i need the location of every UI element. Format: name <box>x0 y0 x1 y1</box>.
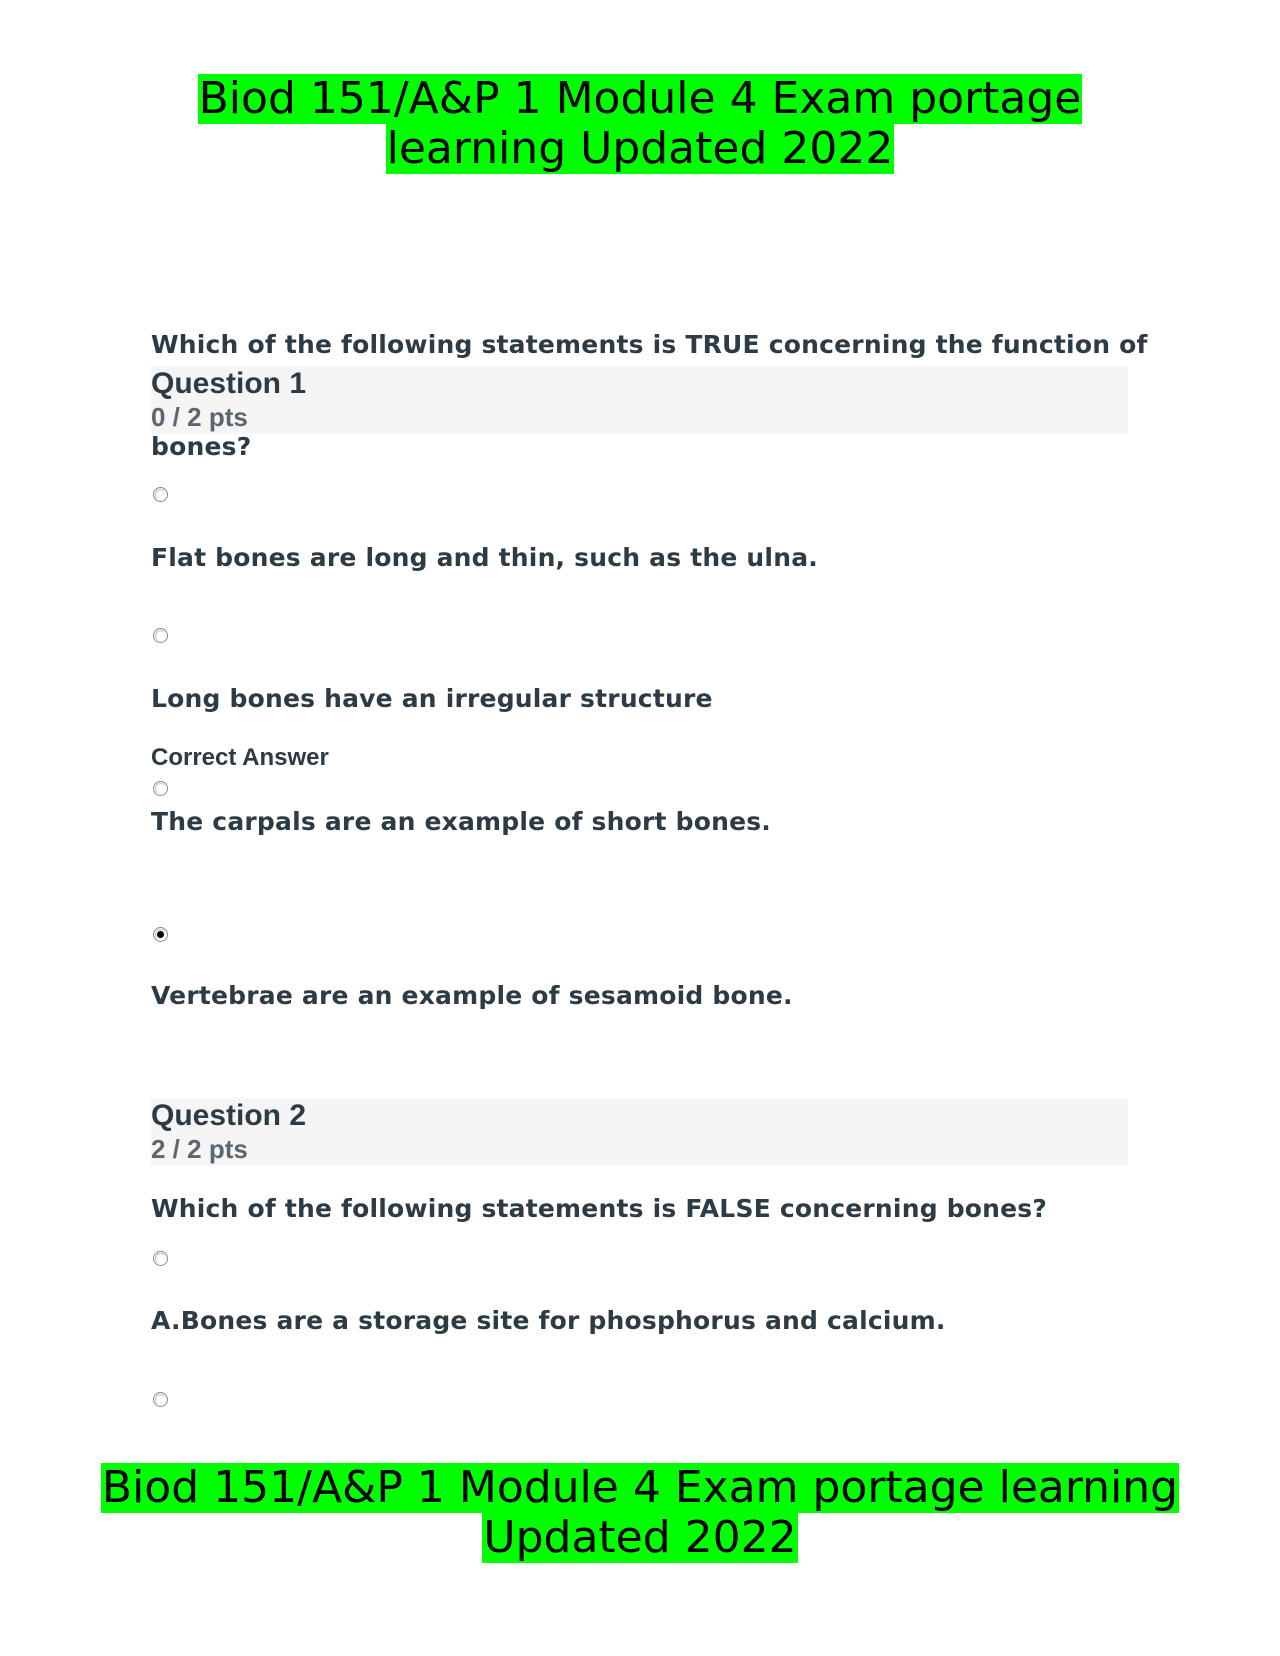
question-2-header <box>151 1098 1128 1166</box>
document-title-line-2: learning Updated 2022 <box>386 123 894 174</box>
question-1-stem-part-2: bones? <box>151 432 252 461</box>
question-1-answer-3-text: The carpals are an example of short bones. <box>151 807 771 836</box>
question-2-answer-2-radio[interactable] <box>153 1392 168 1407</box>
document-footer-title-line-2: Updated 2022 <box>483 1512 797 1563</box>
question-2-title: Question 2 <box>151 1099 307 1132</box>
question-2-answer-1-text: A.Bones are a storage site for phosphorus and calcium. <box>151 1306 946 1335</box>
question-1-header <box>151 366 1128 434</box>
question-1-stem-part-1: Which of the following statements is TRUE concerning the function of <box>151 330 1148 359</box>
document-footer-title-line-1: Biod 151/A&P 1 Module 4 Exam portage learning <box>101 1462 1179 1513</box>
question-1-answer-4-radio[interactable] <box>153 927 168 942</box>
question-1-answer-2-text: Long bones have an irregular structure <box>151 684 713 713</box>
question-2-answer-1-radio[interactable] <box>153 1251 168 1266</box>
question-1-answer-3-radio[interactable] <box>153 781 168 796</box>
document-title-line-1: Biod 151/A&P 1 Module 4 Exam portage <box>198 73 1082 124</box>
question-1-answer-2-radio[interactable] <box>153 628 168 643</box>
correct-answer-label: Correct Answer <box>151 744 329 771</box>
question-1-answer-1-text: Flat bones are long and thin, such as the ulna. <box>151 543 818 572</box>
question-2-points: 2 / 2 pts <box>151 1134 248 1164</box>
question-1-answer-1-radio[interactable] <box>153 487 168 502</box>
question-1-title: Question 1 <box>151 367 307 400</box>
question-1-points: 0 / 2 pts <box>151 402 248 432</box>
question-2-stem: Which of the following statements is FALSE concerning bones? <box>151 1194 1048 1223</box>
document-title <box>0 74 1280 174</box>
document-footer-title <box>0 1463 1280 1563</box>
question-1-answer-4-text: Vertebrae are an example of sesamoid bone. <box>151 981 793 1010</box>
radio-selected-dot <box>157 931 164 938</box>
